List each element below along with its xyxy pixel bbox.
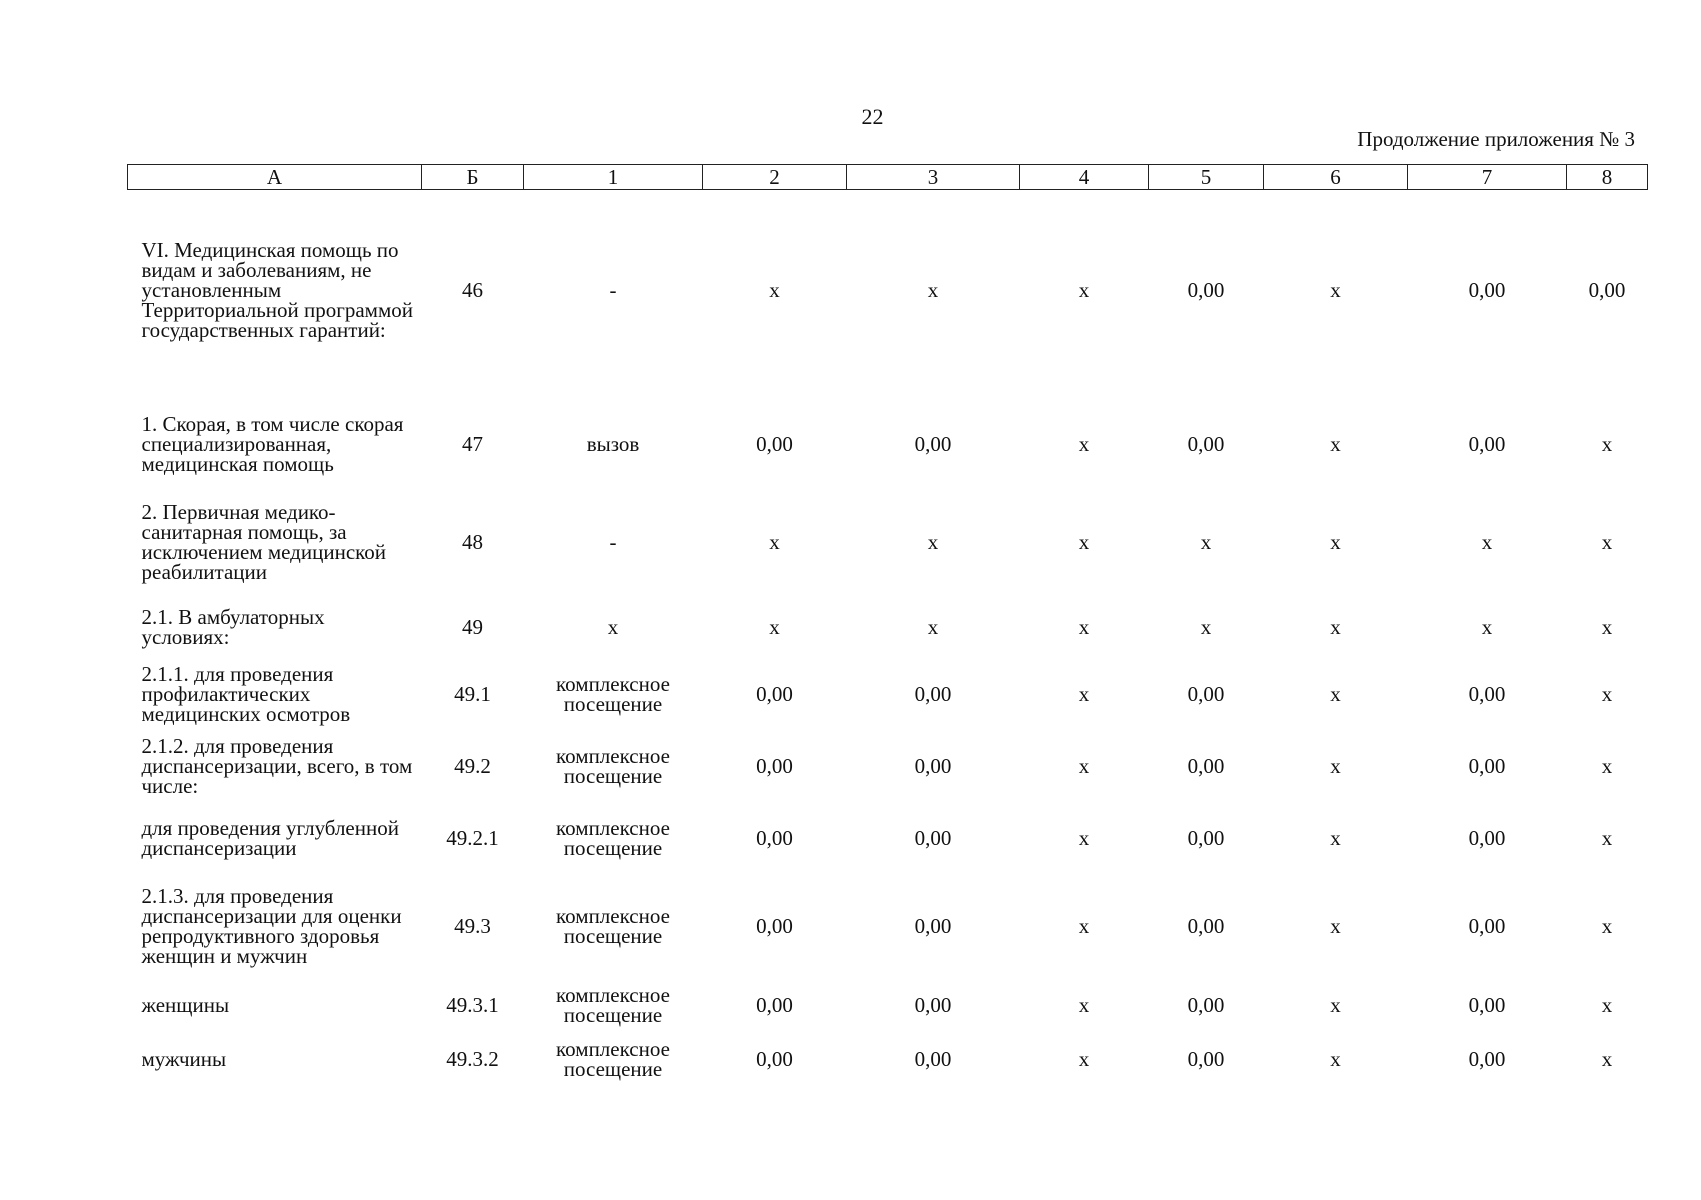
continuation-label: Продолжение приложения № 3 bbox=[1357, 127, 1635, 151]
row-cell: х bbox=[1481, 615, 1493, 639]
column-header: Б bbox=[422, 165, 524, 190]
row-name: для проведения углубленной диспансеризации bbox=[141, 816, 399, 860]
row-cell: х bbox=[769, 615, 780, 639]
row-code: 49.3.1 bbox=[446, 993, 499, 1017]
row-name: женщины bbox=[141, 993, 230, 1017]
row-cell: х bbox=[1330, 914, 1341, 938]
row-cell: х bbox=[1078, 914, 1090, 938]
row-cell: 0,00 bbox=[1468, 914, 1506, 938]
column-header: 7 bbox=[1408, 165, 1567, 190]
row-code: 49.2 bbox=[454, 754, 491, 778]
row-code: 49.3 bbox=[454, 914, 491, 938]
row-unit: вызов bbox=[586, 432, 640, 456]
row-cell: х bbox=[1330, 682, 1341, 706]
row-cell: х bbox=[1601, 826, 1613, 850]
row-unit: комплексное посещение bbox=[556, 744, 670, 788]
row-cell: 0,00 bbox=[756, 754, 793, 778]
row-cell: 0,00 bbox=[756, 993, 793, 1017]
row-cell: х bbox=[769, 530, 780, 554]
row-cell: х bbox=[1078, 754, 1090, 778]
row-cell: х bbox=[1330, 615, 1341, 639]
header-row bbox=[128, 165, 1648, 190]
row-cell: х bbox=[1481, 530, 1493, 554]
row-cell: 0,00 bbox=[1187, 1047, 1225, 1071]
row-unit: комплексное посещение bbox=[556, 816, 670, 860]
row-cell: х bbox=[1601, 432, 1613, 456]
row-cell: х bbox=[1200, 530, 1212, 554]
table-row bbox=[128, 658, 1648, 730]
row-unit: - bbox=[609, 278, 617, 302]
table-row bbox=[128, 978, 1648, 1032]
row-code: 46 bbox=[462, 278, 483, 302]
row-name: 2.1.2. для проведения диспансеризации, всего, в том числе: bbox=[141, 734, 413, 798]
row-cell: х bbox=[1078, 432, 1090, 456]
row-cell: х bbox=[927, 530, 939, 554]
row-cell: 0,00 bbox=[1588, 278, 1626, 302]
column-header: 5 bbox=[1149, 165, 1264, 190]
row-cell: 0,00 bbox=[756, 682, 793, 706]
table-row bbox=[128, 874, 1648, 978]
row-cell: х bbox=[1601, 682, 1613, 706]
row-cell: х bbox=[1601, 993, 1613, 1017]
row-cell: х bbox=[1330, 1047, 1341, 1071]
row-cell: 0,00 bbox=[1187, 993, 1225, 1017]
page-number: 22 bbox=[861, 104, 884, 129]
row-cell: х bbox=[769, 278, 780, 302]
row-cell: 0,00 bbox=[914, 826, 952, 850]
row-name: мужчины bbox=[141, 1047, 227, 1071]
spacer-row bbox=[128, 370, 1648, 400]
row-cell: х bbox=[1330, 530, 1341, 554]
table-row bbox=[128, 210, 1648, 370]
row-cell: 0,00 bbox=[756, 432, 793, 456]
row-cell: х bbox=[1330, 993, 1341, 1017]
row-cell: х bbox=[927, 278, 939, 302]
row-name: 2.1.1. для проведения профилактических медицинских осмотров bbox=[141, 662, 351, 726]
row-name: 2.1.3. для проведения диспансеризации для оценки репродуктивного здоровья женщин и мужчин bbox=[141, 884, 402, 968]
row-cell: 0,00 bbox=[1187, 754, 1225, 778]
row-cell: х bbox=[1078, 615, 1090, 639]
table-row bbox=[128, 596, 1648, 658]
table-row bbox=[128, 730, 1648, 802]
row-cell: 0,00 bbox=[914, 432, 952, 456]
column-header: 4 bbox=[1020, 165, 1149, 190]
row-cell: 0,00 bbox=[1187, 278, 1225, 302]
column-header: 6 bbox=[1264, 165, 1408, 190]
row-unit: комплексное посещение bbox=[556, 904, 670, 948]
row-code: 49 bbox=[462, 615, 483, 639]
row-cell: 0,00 bbox=[1468, 682, 1506, 706]
column-header: А bbox=[128, 165, 422, 190]
row-cell: х bbox=[1601, 754, 1613, 778]
row-cell: х bbox=[1330, 826, 1341, 850]
row-cell: х bbox=[1601, 530, 1613, 554]
column-header: 8 bbox=[1567, 165, 1648, 190]
row-name: VI. Медицинская помощь по видам и заболеваниям, не установленным Территориальной программой государственных гарантий: bbox=[141, 238, 414, 342]
row-cell: х bbox=[1078, 993, 1090, 1017]
row-cell: х bbox=[1078, 826, 1090, 850]
column-header: 1 bbox=[524, 165, 703, 190]
row-unit: - bbox=[609, 530, 617, 554]
row-cell: х bbox=[1200, 615, 1212, 639]
row-cell: х bbox=[1601, 615, 1613, 639]
row-cell: 0,00 bbox=[1468, 278, 1506, 302]
row-cell: 0,00 bbox=[1468, 826, 1506, 850]
row-cell: 0,00 bbox=[914, 993, 952, 1017]
table-row bbox=[128, 802, 1648, 874]
row-name: 2.1. В амбулаторных условиях: bbox=[141, 605, 325, 649]
row-cell: 0,00 bbox=[1187, 826, 1225, 850]
row-cell: 0,00 bbox=[1187, 914, 1225, 938]
row-name: 1. Скорая, в том числе скорая специализированная, медицинская помощь bbox=[141, 412, 404, 476]
row-code: 47 bbox=[462, 432, 483, 456]
row-cell: х bbox=[1330, 278, 1341, 302]
row-cell: х bbox=[1078, 682, 1090, 706]
row-code: 49.3.2 bbox=[446, 1047, 499, 1071]
table-row bbox=[128, 400, 1648, 488]
row-cell: 0,00 bbox=[756, 1047, 793, 1071]
table-row bbox=[128, 1032, 1648, 1086]
row-cell: 0,00 bbox=[914, 914, 952, 938]
row-code: 49.1 bbox=[454, 682, 491, 706]
row-cell: х bbox=[1330, 432, 1341, 456]
row-cell: 0,00 bbox=[914, 754, 952, 778]
row-cell: х bbox=[1078, 1047, 1090, 1071]
row-code: 48 bbox=[462, 530, 483, 554]
column-header: 3 bbox=[847, 165, 1020, 190]
row-code: 49.2.1 bbox=[446, 826, 499, 850]
row-cell: х bbox=[927, 615, 939, 639]
row-cell: 0,00 bbox=[914, 1047, 952, 1071]
row-cell: 0,00 bbox=[1187, 682, 1225, 706]
row-cell: 0,00 bbox=[1468, 432, 1506, 456]
row-cell: х bbox=[1601, 1047, 1613, 1071]
data-table bbox=[127, 164, 1648, 1086]
row-unit: х bbox=[607, 615, 619, 639]
row-cell: 0,00 bbox=[914, 682, 952, 706]
row-cell: 0,00 bbox=[756, 826, 793, 850]
row-cell: 0,00 bbox=[1468, 993, 1506, 1017]
row-unit: комплексное посещение bbox=[556, 1037, 670, 1081]
row-cell: 0,00 bbox=[756, 914, 793, 938]
row-unit: комплексное посещение bbox=[556, 672, 670, 716]
row-unit: комплексное посещение bbox=[556, 983, 670, 1027]
row-cell: х bbox=[1078, 278, 1090, 302]
row-cell: 0,00 bbox=[1468, 754, 1506, 778]
spacer-row bbox=[128, 190, 1648, 211]
row-cell: 0,00 bbox=[1468, 1047, 1506, 1071]
row-name: 2. Первичная медико-санитарная помощь, за исключением медицинской реабилитации bbox=[141, 500, 387, 584]
row-cell: х bbox=[1078, 530, 1090, 554]
row-cell: 0,00 bbox=[1187, 432, 1225, 456]
table-row bbox=[128, 488, 1648, 596]
row-cell: х bbox=[1601, 914, 1613, 938]
row-cell: х bbox=[1330, 754, 1341, 778]
column-header: 2 bbox=[703, 165, 847, 190]
